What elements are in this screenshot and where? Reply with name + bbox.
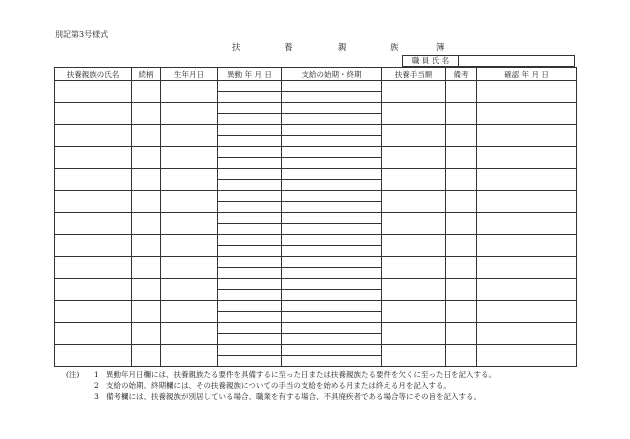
cell-relation[interactable]	[132, 257, 161, 279]
cell-change-date[interactable]	[218, 191, 282, 202]
cell-period[interactable]	[282, 103, 382, 114]
note-line	[66, 380, 496, 391]
page-title	[232, 41, 452, 53]
cell-change-date[interactable]	[218, 312, 282, 323]
cell-relation[interactable]	[132, 147, 161, 169]
cell-period[interactable]	[282, 312, 382, 323]
cell-remarks[interactable]	[446, 103, 477, 125]
cell-relation[interactable]	[132, 213, 161, 235]
cell-remarks[interactable]	[446, 191, 477, 213]
cell-change-date[interactable]	[218, 169, 282, 180]
cell-period[interactable]	[282, 301, 382, 312]
cell-allowance[interactable]	[382, 147, 446, 169]
note-text: 備考欄には、扶養親族が別居している場合、職業を有する場合、不具廃疾者である場合等にその旨を記入する。	[106, 392, 481, 401]
cell-remarks[interactable]	[446, 169, 477, 191]
table-row	[55, 323, 577, 334]
cell-relation[interactable]	[132, 125, 161, 147]
cell-allowance[interactable]	[382, 345, 446, 367]
table-row	[55, 191, 577, 202]
header-birth-date: 生年月日	[161, 68, 218, 81]
table-row	[55, 235, 577, 246]
cell-name[interactable]	[55, 301, 132, 323]
note-line	[66, 369, 496, 380]
table-row	[55, 345, 577, 356]
cell-change-date[interactable]	[218, 180, 282, 191]
table-row	[55, 279, 577, 290]
cell-change-date[interactable]	[218, 202, 282, 213]
cell-confirm[interactable]	[477, 301, 577, 323]
cell-relation[interactable]	[132, 345, 161, 367]
cell-birth[interactable]	[161, 169, 218, 191]
cell-birth[interactable]	[161, 279, 218, 301]
cell-name[interactable]	[55, 191, 132, 213]
cell-period[interactable]	[282, 114, 382, 125]
cell-period[interactable]	[282, 213, 382, 224]
table-row	[55, 125, 577, 136]
cell-period[interactable]	[282, 147, 382, 158]
cell-period[interactable]	[282, 180, 382, 191]
cell-birth[interactable]	[161, 147, 218, 169]
header-confirm-date: 確認 年 月 日	[477, 68, 577, 81]
cell-birth[interactable]	[161, 257, 218, 279]
cell-confirm[interactable]	[477, 279, 577, 301]
cell-birth[interactable]	[161, 125, 218, 147]
cell-allowance[interactable]	[382, 103, 446, 125]
cell-name[interactable]	[55, 125, 132, 147]
cell-remarks[interactable]	[446, 279, 477, 301]
cell-period[interactable]	[282, 279, 382, 290]
table-header-row	[55, 68, 577, 81]
title-char: 族	[390, 43, 399, 53]
cell-relation[interactable]	[132, 191, 161, 213]
cell-relation[interactable]	[132, 103, 161, 125]
cell-allowance[interactable]	[382, 301, 446, 323]
cell-name[interactable]	[55, 103, 132, 125]
cell-period[interactable]	[282, 191, 382, 202]
cell-name[interactable]	[55, 81, 132, 103]
cell-remarks[interactable]	[446, 301, 477, 323]
cell-name[interactable]	[55, 169, 132, 191]
title-char: 親	[338, 43, 347, 53]
cell-remarks[interactable]	[446, 213, 477, 235]
cell-allowance[interactable]	[382, 235, 446, 257]
cell-period[interactable]	[282, 81, 382, 92]
cell-confirm[interactable]	[477, 125, 577, 147]
note-number: 1	[94, 370, 99, 379]
cell-period[interactable]	[282, 356, 382, 367]
cell-change-date[interactable]	[218, 136, 282, 147]
cell-relation[interactable]	[132, 235, 161, 257]
cell-remarks[interactable]	[446, 257, 477, 279]
cell-confirm[interactable]	[477, 235, 577, 257]
cell-name[interactable]	[55, 147, 132, 169]
cell-remarks[interactable]	[446, 125, 477, 147]
cell-relation[interactable]	[132, 323, 161, 345]
cell-confirm[interactable]	[477, 345, 577, 367]
header-period: 支給の始期・終期	[282, 68, 382, 81]
table-row	[55, 81, 577, 92]
note-text: 異動年月日欄には、扶養親族たる要件を具備するに至った日または扶養親族たる要件を欠くに至った日を記入する。	[106, 370, 496, 379]
cell-confirm[interactable]	[477, 323, 577, 345]
note-number: 3	[94, 392, 99, 401]
cell-period[interactable]	[282, 257, 382, 268]
title-char: 簿	[436, 43, 445, 53]
cell-change-date[interactable]	[218, 235, 282, 246]
cell-change-date[interactable]	[218, 92, 282, 103]
cell-remarks[interactable]	[446, 235, 477, 257]
header-remarks: 備考	[446, 68, 477, 81]
cell-confirm[interactable]	[477, 213, 577, 235]
cell-confirm[interactable]	[477, 147, 577, 169]
cell-period[interactable]	[282, 290, 382, 301]
cell-relation[interactable]	[132, 279, 161, 301]
table-row	[55, 169, 577, 180]
cell-change-date[interactable]	[218, 279, 282, 290]
table-row	[55, 147, 577, 158]
cell-name[interactable]	[55, 323, 132, 345]
cell-change-date[interactable]	[218, 81, 282, 92]
cell-relation[interactable]	[132, 81, 161, 103]
table-row	[55, 103, 577, 114]
cell-confirm[interactable]	[477, 257, 577, 279]
cell-allowance[interactable]	[382, 125, 446, 147]
cell-allowance[interactable]	[382, 213, 446, 235]
header-name: 扶養親族の氏名	[55, 68, 132, 81]
cell-name[interactable]	[55, 213, 132, 235]
title-char: 養	[284, 43, 293, 53]
header-change-date: 異動 年 月 日	[218, 68, 282, 81]
cell-change-date[interactable]	[218, 213, 282, 224]
cell-birth[interactable]	[161, 191, 218, 213]
cell-change-date[interactable]	[218, 246, 282, 257]
cell-name[interactable]	[55, 235, 132, 257]
cell-period[interactable]	[282, 92, 382, 103]
cell-period[interactable]	[282, 158, 382, 169]
cell-name[interactable]	[55, 279, 132, 301]
cell-allowance[interactable]	[382, 191, 446, 213]
cell-allowance[interactable]	[382, 257, 446, 279]
table-row	[55, 301, 577, 312]
cell-confirm[interactable]	[477, 191, 577, 213]
table-row	[55, 257, 577, 268]
notes-heading: (注)	[66, 370, 80, 379]
cell-allowance[interactable]	[382, 81, 446, 103]
notes	[66, 369, 496, 402]
cell-change-date[interactable]	[218, 356, 282, 367]
cell-allowance[interactable]	[382, 323, 446, 345]
cell-change-date[interactable]	[218, 334, 282, 345]
cell-birth[interactable]	[161, 301, 218, 323]
cell-period[interactable]	[282, 136, 382, 147]
cell-period[interactable]	[282, 246, 382, 257]
cell-period[interactable]	[282, 202, 382, 213]
form-number: 別記第3号様式	[55, 30, 109, 39]
cell-change-date[interactable]	[218, 158, 282, 169]
cell-confirm[interactable]	[477, 169, 577, 191]
note-text: 支給の始期、終期欄には、その扶養親族についての手当の支給を始める月または終える月を記入する。	[106, 381, 451, 390]
cell-change-date[interactable]	[218, 224, 282, 235]
cell-birth[interactable]	[161, 103, 218, 125]
cell-change-date[interactable]	[218, 257, 282, 268]
note-number: 2	[94, 381, 99, 390]
cell-remarks[interactable]	[446, 323, 477, 345]
cell-birth[interactable]	[161, 345, 218, 367]
cell-period[interactable]	[282, 268, 382, 279]
cell-change-date[interactable]	[218, 103, 282, 114]
table-row	[55, 213, 577, 224]
header-allowance: 扶養手当額	[382, 68, 446, 81]
cell-confirm[interactable]	[477, 81, 577, 103]
cell-birth[interactable]	[161, 323, 218, 345]
cell-name[interactable]	[55, 257, 132, 279]
note-line	[66, 391, 496, 402]
cell-period[interactable]	[282, 169, 382, 180]
cell-birth[interactable]	[161, 213, 218, 235]
cell-period[interactable]	[282, 235, 382, 246]
cell-birth[interactable]	[161, 81, 218, 103]
cell-relation[interactable]	[132, 301, 161, 323]
cell-period[interactable]	[282, 125, 382, 136]
cell-relation[interactable]	[132, 169, 161, 191]
cell-allowance[interactable]	[382, 169, 446, 191]
cell-period[interactable]	[282, 323, 382, 334]
header-relation: 続柄	[132, 68, 161, 81]
cell-change-date[interactable]	[218, 301, 282, 312]
staff-name-box	[402, 55, 575, 67]
cell-period[interactable]	[282, 345, 382, 356]
staff-name-label: 職 員 氏 名	[403, 56, 459, 66]
cell-remarks[interactable]	[446, 81, 477, 103]
staff-name-field[interactable]	[459, 56, 574, 66]
cell-period[interactable]	[282, 334, 382, 345]
dependents-table	[54, 67, 577, 367]
cell-change-date[interactable]	[218, 323, 282, 334]
title-char: 扶	[232, 43, 241, 53]
cell-change-date[interactable]	[218, 345, 282, 356]
cell-name[interactable]	[55, 345, 132, 367]
cell-remarks[interactable]	[446, 147, 477, 169]
cell-change-date[interactable]	[218, 114, 282, 125]
cell-allowance[interactable]	[382, 279, 446, 301]
cell-birth[interactable]	[161, 235, 218, 257]
cell-change-date[interactable]	[218, 147, 282, 158]
cell-remarks[interactable]	[446, 345, 477, 367]
cell-period[interactable]	[282, 224, 382, 235]
cell-change-date[interactable]	[218, 268, 282, 279]
cell-confirm[interactable]	[477, 103, 577, 125]
cell-change-date[interactable]	[218, 125, 282, 136]
cell-change-date[interactable]	[218, 290, 282, 301]
